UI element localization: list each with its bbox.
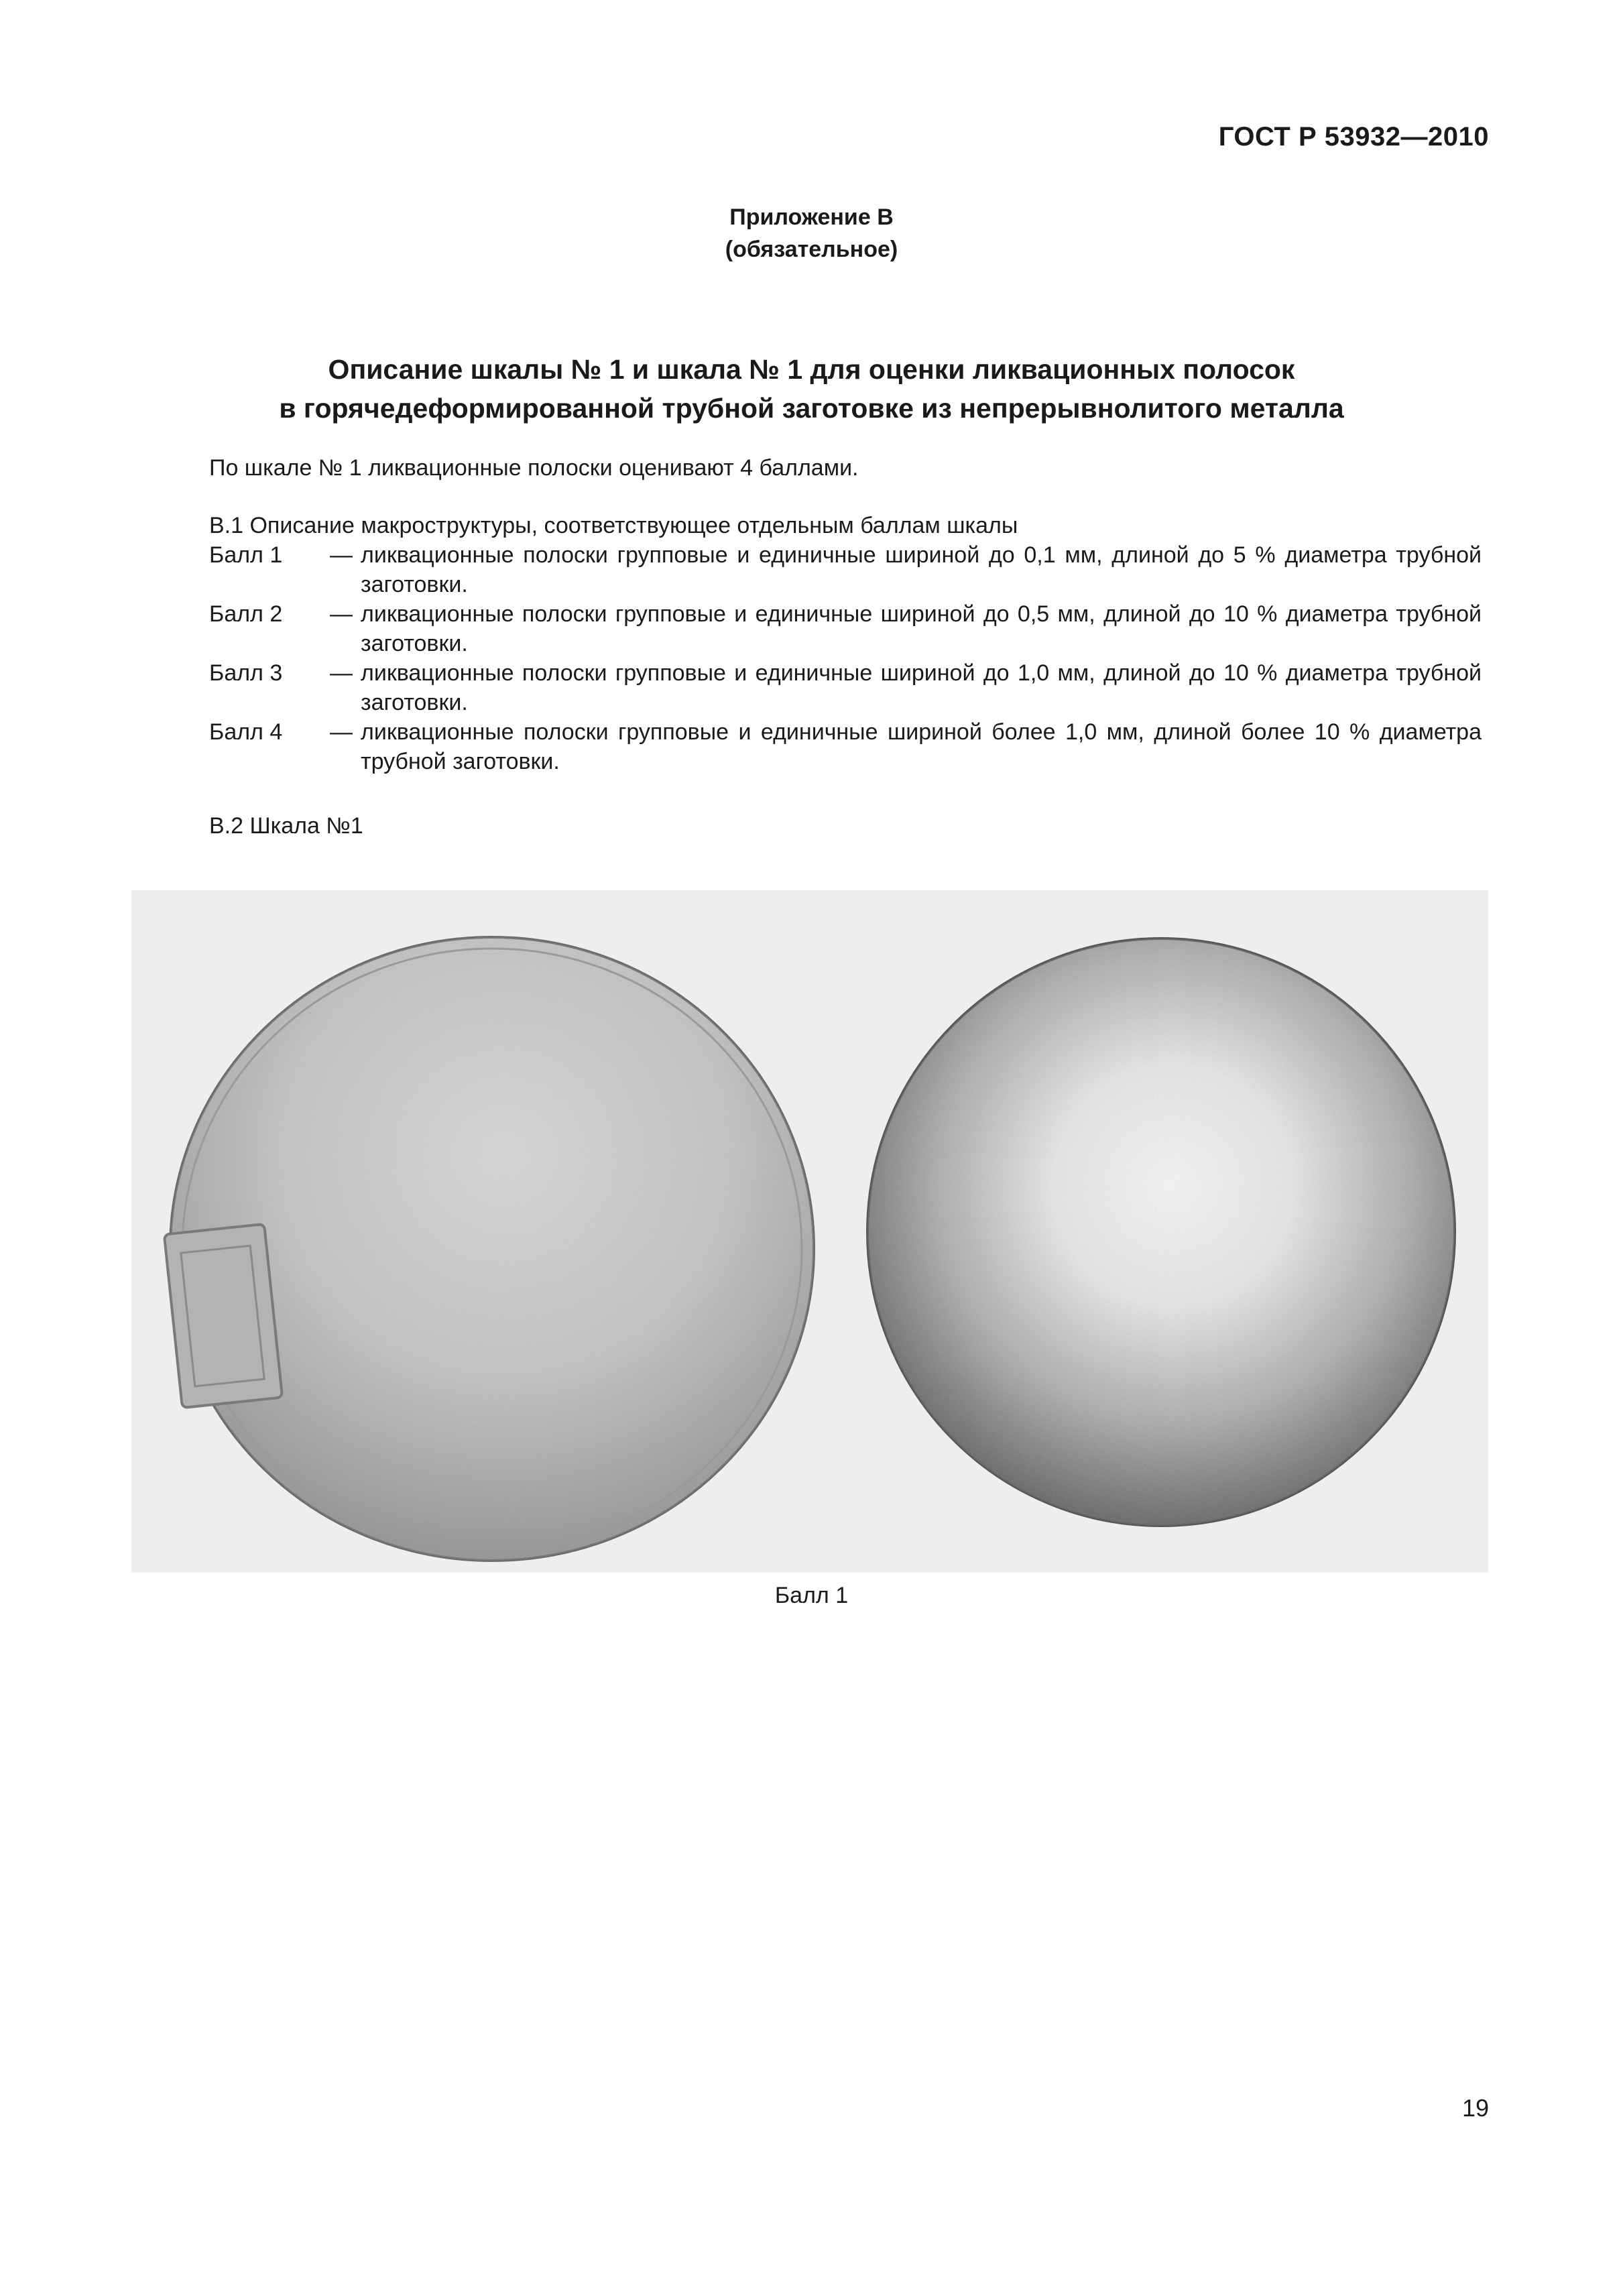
heading-line-2: в горячедеформированной трубной заготовке из непрерывнолитого металла [279,393,1344,424]
subsection-b1-heading: В.1 Описание макроструктуры, соответствующее отдельным баллам шкалы [209,513,1018,538]
grade-text: ликвационные полоски групповые и единичные шириной до 0,1 мм, длиной до 5 % диаметра трубной заготовки. [361,542,1482,597]
grade-dash: — [330,719,353,745]
grade-label: Балл 1 [209,542,283,568]
intro-paragraph: По шкале № 1 ликвационные полоски оценивают 4 баллами. [209,455,859,481]
grade-dash: — [330,660,353,686]
heading-line-1: Описание шкалы № 1 и шкала № 1 для оценки ликвационных полосок [328,354,1295,385]
grade-item [209,658,1482,717]
grade-text: ликвационные полоски групповые и единичные шириной более 1,0 мм, длиной более 10 % диаметра трубной заготовки. [361,719,1482,774]
grade-dash: — [330,601,353,627]
grade-dash: — [330,542,353,568]
annex-title: Приложение В [729,204,894,230]
grade-text: ликвационные полоски групповые и единичные шириной до 1,0 мм, длиной до 10 % диаметра трубной заготовки. [361,660,1482,715]
grade-label: Балл 4 [209,719,283,745]
page-number: 19 [1461,2094,1489,2122]
figure-caption: Балл 1 [774,1583,849,1608]
subsection-b2-heading: В.2 Шкала №1 [209,813,363,839]
sample-right-disc [862,930,1465,1534]
grade-item [209,540,1482,599]
section-heading [134,350,1489,428]
grade-item [209,717,1482,776]
grade-label: Балл 3 [209,660,283,686]
grade-label: Балл 2 [209,601,283,627]
macrostructure-photo-panel [131,890,1488,1573]
grade-list [209,540,1482,776]
annex-status: (обязательное) [725,237,898,262]
grade-item [209,599,1482,658]
grade-text: ликвационные полоски групповые и единичные шириной до 0,5 мм, длиной до 10 % диаметра трубной заготовки. [361,601,1482,656]
sample-left-disc [145,904,842,1573]
standard-code: ГОСТ Р 53932—2010 [1218,122,1489,152]
